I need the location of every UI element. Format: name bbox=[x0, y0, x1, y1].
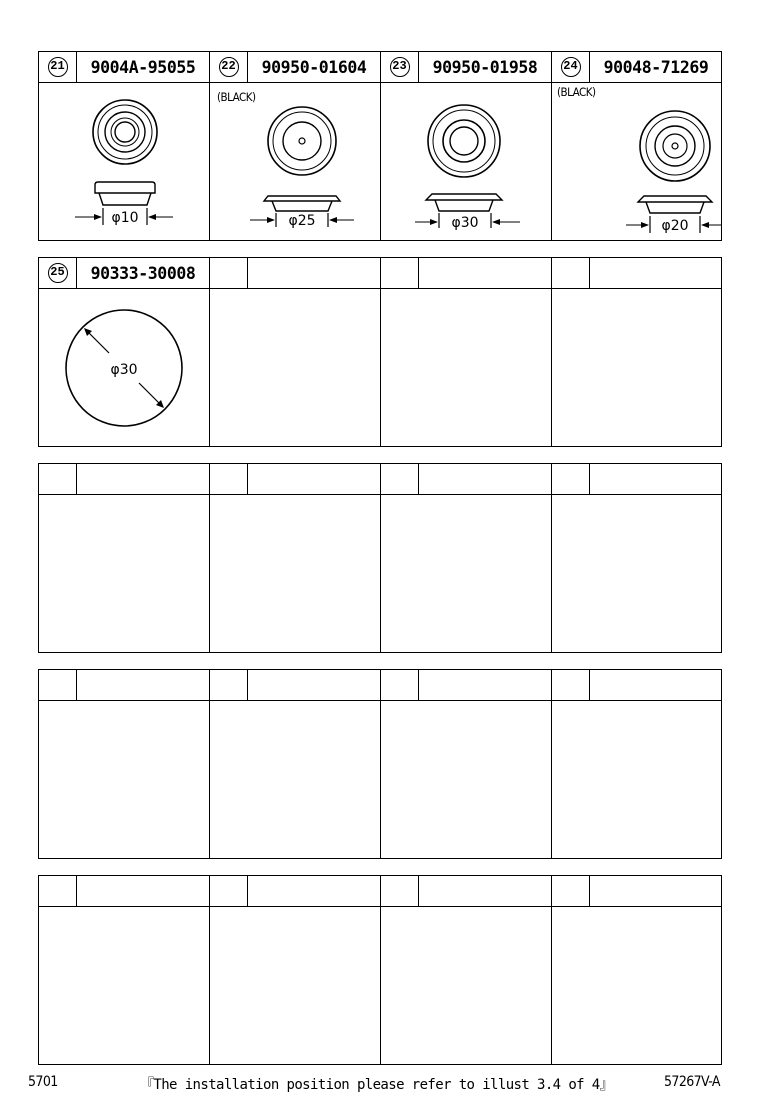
part-cell-24 bbox=[552, 52, 722, 240]
callout-circle: 23 bbox=[390, 57, 410, 77]
part-number: 90950-01604 bbox=[261, 57, 367, 77]
empty-cell bbox=[381, 258, 552, 446]
part-header bbox=[552, 670, 722, 701]
callout-number bbox=[210, 52, 248, 82]
callout-number bbox=[552, 670, 590, 700]
part-header bbox=[210, 670, 380, 701]
part-cell-21 bbox=[39, 52, 210, 240]
part-header bbox=[552, 876, 722, 907]
part-header bbox=[39, 52, 209, 83]
empty-cell bbox=[381, 464, 552, 652]
page-code: 5701 bbox=[28, 1074, 58, 1090]
part-cell-23 bbox=[381, 52, 552, 240]
grommet-30-drawing bbox=[381, 83, 551, 240]
callout-number bbox=[552, 258, 590, 288]
part-header bbox=[552, 52, 722, 83]
illustration-id: 57267V-A bbox=[664, 1074, 720, 1090]
callout-number bbox=[210, 258, 248, 288]
color-note: (BLACK) bbox=[557, 85, 596, 99]
part-cell-22 bbox=[210, 52, 381, 240]
empty-cell bbox=[552, 464, 722, 652]
callout-number bbox=[381, 876, 419, 906]
color-note: (BLACK) bbox=[217, 90, 256, 104]
callout-circle: 24 bbox=[561, 57, 581, 77]
plug-disc-30-drawing bbox=[39, 289, 209, 446]
parts-table-row-1 bbox=[38, 51, 722, 241]
part-header bbox=[381, 670, 551, 701]
dimension-label: φ25 bbox=[288, 213, 316, 229]
part-header bbox=[381, 52, 551, 83]
part-header bbox=[210, 464, 380, 495]
callout-number bbox=[552, 464, 590, 494]
part-cell-25 bbox=[39, 258, 210, 446]
part-header bbox=[552, 258, 722, 289]
parts-table-row-4 bbox=[38, 669, 722, 859]
callout-number bbox=[210, 876, 248, 906]
callout-number bbox=[210, 464, 248, 494]
empty-cell bbox=[381, 670, 552, 858]
parts-table-row-3 bbox=[38, 463, 722, 653]
part-number: 90950-01958 bbox=[432, 57, 538, 77]
parts-table-row-2 bbox=[38, 257, 722, 447]
empty-cell bbox=[210, 876, 381, 1064]
grommet-20-drawing bbox=[552, 83, 722, 240]
empty-cell bbox=[552, 258, 722, 446]
callout-number bbox=[39, 464, 77, 494]
part-header bbox=[39, 670, 209, 701]
part-number: 90333-30008 bbox=[90, 263, 196, 283]
parts-table-row-5 bbox=[38, 875, 722, 1065]
empty-cell bbox=[39, 670, 210, 858]
callout-circle: 25 bbox=[48, 263, 68, 283]
callout-number bbox=[381, 258, 419, 288]
part-header bbox=[39, 258, 209, 289]
callout-number bbox=[381, 670, 419, 700]
part-header bbox=[210, 52, 380, 83]
part-number: 90048-71269 bbox=[603, 57, 709, 77]
part-number: 9004A-95055 bbox=[90, 57, 196, 77]
empty-cell bbox=[210, 464, 381, 652]
callout-number bbox=[552, 52, 590, 82]
dimension-label: φ10 bbox=[111, 210, 139, 226]
callout-number bbox=[39, 52, 77, 82]
empty-cell bbox=[210, 670, 381, 858]
empty-cell bbox=[210, 258, 381, 446]
callout-number bbox=[381, 464, 419, 494]
empty-cell bbox=[39, 464, 210, 652]
grommet-25-drawing bbox=[210, 83, 380, 240]
empty-cell bbox=[552, 670, 722, 858]
part-header bbox=[552, 464, 722, 495]
grommet-10-drawing bbox=[39, 83, 209, 240]
callout-number bbox=[39, 876, 77, 906]
part-header bbox=[39, 876, 209, 907]
installation-note: 『The installation position please refer to illust 3.4 of 4』 bbox=[140, 1077, 614, 1093]
part-header bbox=[381, 464, 551, 495]
callout-number bbox=[39, 670, 77, 700]
part-header bbox=[210, 258, 380, 289]
empty-cell bbox=[552, 876, 722, 1064]
callout-number bbox=[39, 258, 77, 288]
callout-number bbox=[552, 876, 590, 906]
dimension-label: φ30 bbox=[110, 362, 138, 378]
callout-number bbox=[210, 670, 248, 700]
callout-number bbox=[381, 52, 419, 82]
part-header bbox=[210, 876, 380, 907]
dimension-label: φ20 bbox=[661, 218, 689, 234]
part-header bbox=[381, 876, 551, 907]
empty-cell bbox=[39, 876, 210, 1064]
dimension-label: φ30 bbox=[451, 215, 479, 231]
callout-circle: 21 bbox=[48, 57, 68, 77]
part-header bbox=[381, 258, 551, 289]
part-header bbox=[39, 464, 209, 495]
callout-circle: 22 bbox=[219, 57, 239, 77]
empty-cell bbox=[381, 876, 552, 1064]
